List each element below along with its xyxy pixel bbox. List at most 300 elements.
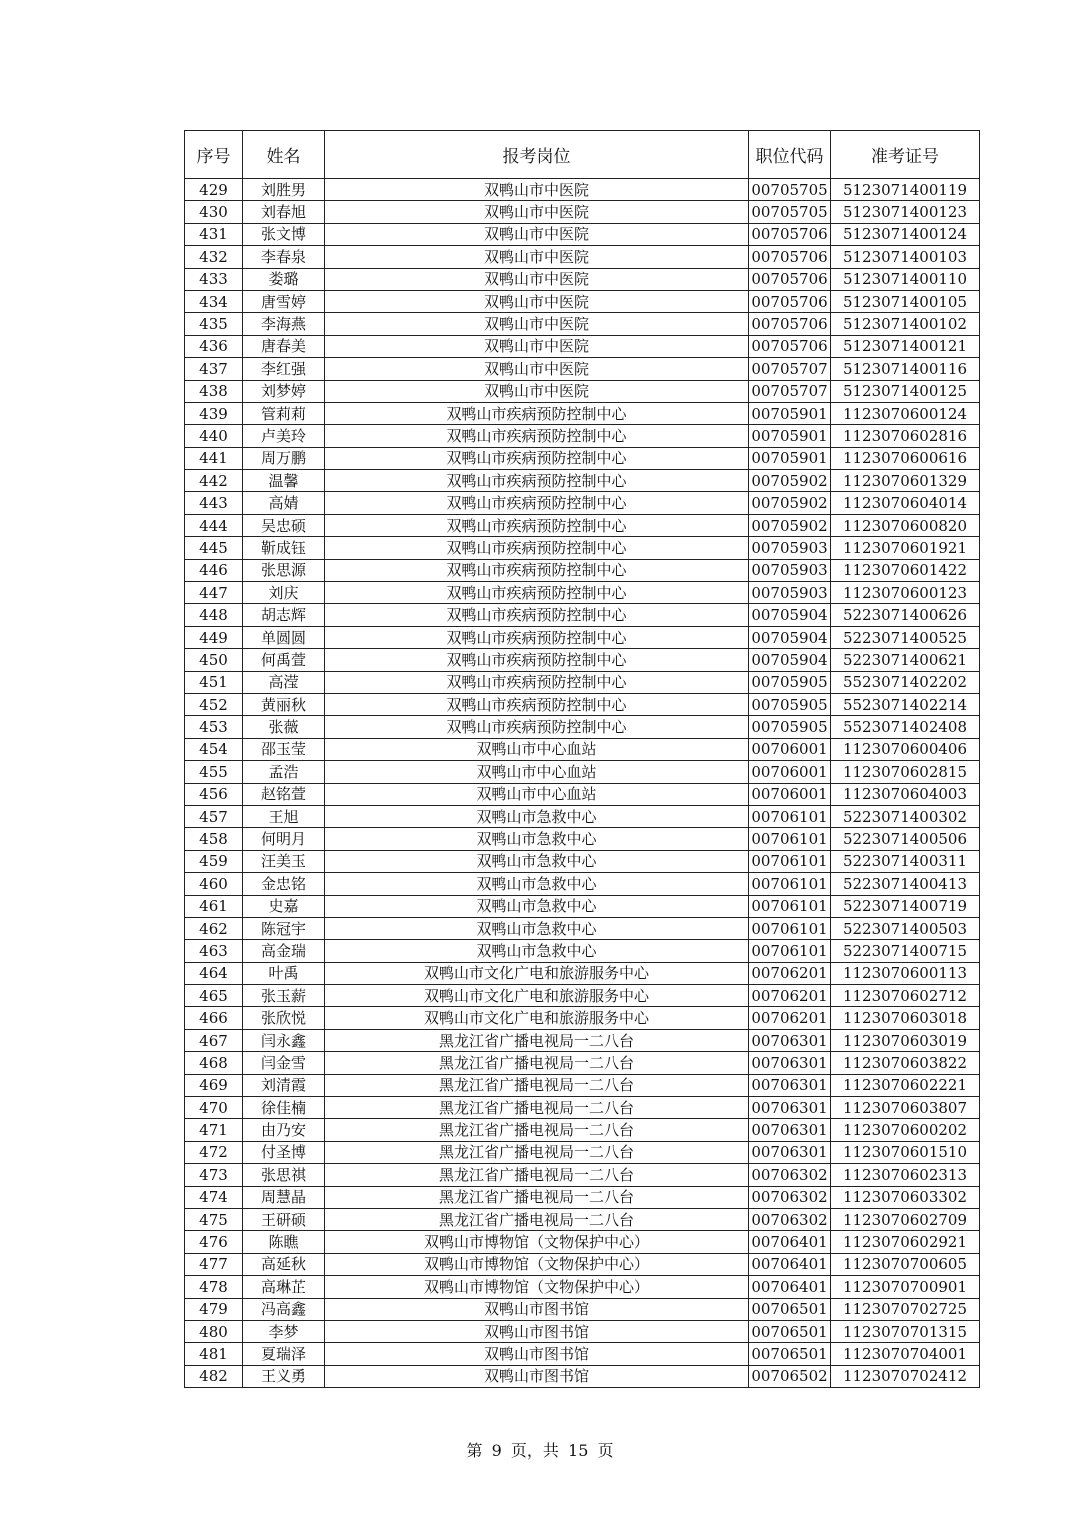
cell-post: 黑龙江省广播电视局一二八台 [325,1186,749,1208]
cell-post: 黑龙江省广播电视局一二八台 [325,1052,749,1074]
cell-seq: 481 [185,1343,243,1365]
cell-name: 管莉莉 [243,402,325,424]
cell-post: 双鸭山市博物馆（文物保护中心） [325,1253,749,1275]
cell-ticket-number: 1123070603302 [831,1186,980,1208]
table-row [185,246,980,268]
cell-post: 双鸭山市中心血站 [325,738,749,760]
table-header-row [185,131,980,179]
cell-ticket-number: 1123070601422 [831,559,980,581]
table-row [185,1365,980,1387]
cell-ticket-number: 5123071400103 [831,246,980,268]
cell-position-code: 00706001 [749,783,831,805]
cell-position-code: 00706502 [749,1365,831,1387]
table-row [185,223,980,245]
cell-name: 闫永鑫 [243,1029,325,1051]
cell-name: 徐佳楠 [243,1097,325,1119]
cell-ticket-number: 5123071400116 [831,358,980,380]
cell-seq: 429 [185,179,243,201]
table-row [185,604,980,626]
cell-name: 王旭 [243,805,325,827]
header-post: 报考岗位 [325,131,749,179]
cell-post: 黑龙江省广播电视局一二八台 [325,1074,749,1096]
footer-page-number: 9 [491,1441,502,1460]
table-row [185,1298,980,1320]
cell-position-code: 00706302 [749,1208,831,1230]
cell-post: 双鸭山市疾病预防控制中心 [325,425,749,447]
cell-name: 黄丽秋 [243,693,325,715]
cell-position-code: 00705705 [749,201,831,223]
cell-position-code: 00706101 [749,873,831,895]
cell-post: 双鸭山市急救中心 [325,828,749,850]
cell-name: 李春泉 [243,246,325,268]
table-row [185,425,980,447]
cell-position-code: 00706301 [749,1119,831,1141]
cell-name: 胡志辉 [243,604,325,626]
cell-seq: 443 [185,492,243,514]
cell-ticket-number: 5223071400621 [831,649,980,671]
cell-post: 双鸭山市图书馆 [325,1343,749,1365]
cell-post: 双鸭山市疾病预防控制中心 [325,582,749,604]
cell-post: 双鸭山市疾病预防控制中心 [325,626,749,648]
cell-post: 双鸭山市中医院 [325,358,749,380]
cell-seq: 460 [185,873,243,895]
cell-seq: 433 [185,268,243,290]
cell-ticket-number: 1123070601921 [831,537,980,559]
cell-position-code: 00705901 [749,425,831,447]
cell-seq: 465 [185,985,243,1007]
cell-seq: 470 [185,1097,243,1119]
cell-seq: 471 [185,1119,243,1141]
cell-ticket-number: 5223071400719 [831,895,980,917]
cell-post: 双鸭山市中心血站 [325,783,749,805]
cell-ticket-number: 1123070700901 [831,1276,980,1298]
page-footer [0,1438,1080,1461]
cell-position-code: 00706101 [749,917,831,939]
cell-post: 双鸭山市中医院 [325,313,749,335]
header-ticket-number: 准考证号 [831,131,980,179]
cell-position-code: 00706101 [749,828,831,850]
cell-seq: 473 [185,1164,243,1186]
cell-name: 唐雪婷 [243,290,325,312]
cell-post: 双鸭山市急救中心 [325,805,749,827]
cell-post: 双鸭山市中医院 [325,223,749,245]
cell-ticket-number: 5523071402408 [831,716,980,738]
cell-seq: 436 [185,335,243,357]
table-row [185,783,980,805]
cell-position-code: 00706501 [749,1320,831,1342]
table-row [185,873,980,895]
table-row [185,1119,980,1141]
cell-ticket-number: 1123070601329 [831,470,980,492]
cell-seq: 458 [185,828,243,850]
cell-seq: 475 [185,1208,243,1230]
cell-post: 双鸭山市中医院 [325,290,749,312]
cell-name: 汪美玉 [243,850,325,872]
cell-ticket-number: 1123070603822 [831,1052,980,1074]
cell-position-code: 00706501 [749,1298,831,1320]
cell-ticket-number: 5123071400105 [831,290,980,312]
cell-position-code: 00705706 [749,290,831,312]
cell-name: 高滢 [243,671,325,693]
table-row [185,940,980,962]
cell-name: 娄璐 [243,268,325,290]
cell-seq: 467 [185,1029,243,1051]
cell-seq: 430 [185,201,243,223]
cell-seq: 441 [185,447,243,469]
cell-position-code: 00706302 [749,1186,831,1208]
cell-seq: 449 [185,626,243,648]
cell-post: 双鸭山市疾病预防控制中心 [325,492,749,514]
table-row [185,1052,980,1074]
cell-position-code: 00706301 [749,1097,831,1119]
table-row [185,917,980,939]
cell-ticket-number: 1123070600406 [831,738,980,760]
cell-position-code: 00705901 [749,402,831,424]
cell-name: 叶禹 [243,962,325,984]
cell-name: 王义勇 [243,1365,325,1387]
cell-seq: 440 [185,425,243,447]
cell-post: 双鸭山市疾病预防控制中心 [325,604,749,626]
cell-seq: 479 [185,1298,243,1320]
cell-seq: 451 [185,671,243,693]
cell-post: 双鸭山市中医院 [325,179,749,201]
table-row [185,537,980,559]
cell-seq: 459 [185,850,243,872]
table-row [185,850,980,872]
cell-name: 刘清霞 [243,1074,325,1096]
cell-name: 刘胜男 [243,179,325,201]
cell-ticket-number: 5123071400110 [831,268,980,290]
cell-position-code: 00705904 [749,626,831,648]
table-row [185,380,980,402]
cell-name: 吴忠硕 [243,514,325,536]
cell-post: 双鸭山市疾病预防控制中心 [325,649,749,671]
cell-name: 陈瞧 [243,1231,325,1253]
cell-post: 双鸭山市疾病预防控制中心 [325,447,749,469]
cell-seq: 454 [185,738,243,760]
cell-post: 黑龙江省广播电视局一二八台 [325,1097,749,1119]
cell-post: 双鸭山市急救中心 [325,940,749,962]
cell-name: 闫金雪 [243,1052,325,1074]
table-row [185,470,980,492]
cell-name: 刘梦婷 [243,380,325,402]
cell-seq: 442 [185,470,243,492]
cell-seq: 452 [185,693,243,715]
cell-post: 黑龙江省广播电视局一二八台 [325,1029,749,1051]
cell-ticket-number: 1123070600616 [831,447,980,469]
cell-seq: 432 [185,246,243,268]
cell-seq: 447 [185,582,243,604]
cell-ticket-number: 5123071400125 [831,380,980,402]
table-row [185,313,980,335]
cell-seq: 448 [185,604,243,626]
table-row [185,514,980,536]
cell-seq: 450 [185,649,243,671]
cell-ticket-number: 1123070702725 [831,1298,980,1320]
cell-name: 张欣悦 [243,1007,325,1029]
cell-position-code: 00706201 [749,985,831,1007]
cell-position-code: 00705706 [749,313,831,335]
cell-seq: 463 [185,940,243,962]
cell-name: 张玉薪 [243,985,325,1007]
cell-post: 双鸭山市中医院 [325,268,749,290]
cell-name: 赵铭萱 [243,783,325,805]
cell-seq: 464 [185,962,243,984]
cell-ticket-number: 1123070600124 [831,402,980,424]
cell-post: 双鸭山市图书馆 [325,1320,749,1342]
cell-position-code: 00705706 [749,335,831,357]
cell-position-code: 00706302 [749,1164,831,1186]
footer-prefix: 第 [466,1441,483,1460]
cell-position-code: 00705903 [749,582,831,604]
cell-name: 周慧晶 [243,1186,325,1208]
cell-position-code: 00706501 [749,1343,831,1365]
cell-position-code: 00705905 [749,671,831,693]
cell-ticket-number: 5223071400503 [831,917,980,939]
cell-name: 高婧 [243,492,325,514]
table-row [185,1007,980,1029]
table-row [185,1141,980,1163]
cell-seq: 462 [185,917,243,939]
cell-post: 双鸭山市中医院 [325,246,749,268]
cell-seq: 468 [185,1052,243,1074]
cell-position-code: 00705905 [749,716,831,738]
cell-ticket-number: 5223071400302 [831,805,980,827]
cell-seq: 482 [185,1365,243,1387]
cell-name: 高琳芷 [243,1276,325,1298]
cell-position-code: 00705705 [749,179,831,201]
cell-name: 卢美玲 [243,425,325,447]
cell-name: 张文博 [243,223,325,245]
cell-ticket-number: 1123070600820 [831,514,980,536]
cell-ticket-number: 1123070700605 [831,1253,980,1275]
table-row [185,335,980,357]
cell-ticket-number: 1123070601510 [831,1141,980,1163]
table-row [185,201,980,223]
cell-position-code: 00705905 [749,693,831,715]
cell-ticket-number: 5223071400311 [831,850,980,872]
table-row [185,290,980,312]
cell-post: 黑龙江省广播电视局一二八台 [325,1119,749,1141]
cell-position-code: 00705903 [749,559,831,581]
cell-seq: 478 [185,1276,243,1298]
cell-post: 双鸭山市文化广电和旅游服务中心 [325,1007,749,1029]
cell-post: 双鸭山市疾病预防控制中心 [325,671,749,693]
header-seq: 序号 [185,131,243,179]
cell-name: 唐春美 [243,335,325,357]
cell-seq: 446 [185,559,243,581]
cell-ticket-number: 5123071400123 [831,201,980,223]
cell-ticket-number: 1123070701315 [831,1320,980,1342]
table-row [185,1231,980,1253]
cell-post: 双鸭山市疾病预防控制中心 [325,470,749,492]
cell-position-code: 00705902 [749,514,831,536]
cell-position-code: 00705902 [749,470,831,492]
cell-post: 双鸭山市中医院 [325,380,749,402]
cell-name: 史嘉 [243,895,325,917]
cell-position-code: 00705903 [749,537,831,559]
table-row [185,1186,980,1208]
cell-seq: 456 [185,783,243,805]
table-row [185,805,980,827]
cell-name: 冯高鑫 [243,1298,325,1320]
table-row [185,1343,980,1365]
cell-name: 刘庆 [243,582,325,604]
cell-position-code: 00705901 [749,447,831,469]
table-row [185,358,980,380]
cell-ticket-number: 5223071400413 [831,873,980,895]
cell-ticket-number: 1123070602712 [831,985,980,1007]
cell-name: 李红强 [243,358,325,380]
cell-name: 李海燕 [243,313,325,335]
table-row [185,895,980,917]
table-body [185,179,980,1388]
cell-ticket-number: 5123071400119 [831,179,980,201]
footer-total-pages: 15 [568,1441,589,1460]
table-row [185,582,980,604]
cell-seq: 461 [185,895,243,917]
table-row [185,559,980,581]
footer-mid: 页，共 [510,1441,559,1460]
table-row [185,1208,980,1230]
cell-seq: 444 [185,514,243,536]
table-row [185,738,980,760]
cell-ticket-number: 5123071400124 [831,223,980,245]
table-row [185,828,980,850]
cell-ticket-number: 1123070603018 [831,1007,980,1029]
cell-ticket-number: 1123070603807 [831,1097,980,1119]
cell-name: 高延秋 [243,1253,325,1275]
cell-name: 由乃安 [243,1119,325,1141]
cell-name: 张思祺 [243,1164,325,1186]
table-row [185,962,980,984]
cell-position-code: 00706201 [749,1007,831,1029]
cell-name: 刘春旭 [243,201,325,223]
cell-name: 何明月 [243,828,325,850]
cell-seq: 472 [185,1141,243,1163]
header-position-code: 职位代码 [749,131,831,179]
table-row [185,447,980,469]
table-row [185,716,980,738]
cell-post: 双鸭山市图书馆 [325,1365,749,1387]
cell-name: 陈冠宇 [243,917,325,939]
cell-ticket-number: 1123070600113 [831,962,980,984]
cell-post: 双鸭山市图书馆 [325,1298,749,1320]
cell-post: 双鸭山市急救中心 [325,895,749,917]
cell-ticket-number: 5223071400506 [831,828,980,850]
cell-name: 高金瑞 [243,940,325,962]
table-row [185,1164,980,1186]
cell-name: 李梦 [243,1320,325,1342]
cell-ticket-number: 1123070600202 [831,1119,980,1141]
candidate-table [184,130,980,1388]
cell-ticket-number: 5523071402214 [831,693,980,715]
cell-position-code: 00705904 [749,649,831,671]
cell-position-code: 00706201 [749,962,831,984]
cell-ticket-number: 1123070604014 [831,492,980,514]
cell-seq: 469 [185,1074,243,1096]
cell-ticket-number: 1123070602709 [831,1208,980,1230]
cell-position-code: 00706101 [749,850,831,872]
cell-name: 王研硕 [243,1208,325,1230]
cell-seq: 477 [185,1253,243,1275]
cell-name: 金忠铭 [243,873,325,895]
cell-position-code: 00705707 [749,358,831,380]
cell-position-code: 00706101 [749,895,831,917]
table-row [185,179,980,201]
table-row [185,649,980,671]
cell-position-code: 00706401 [749,1276,831,1298]
cell-name: 孟浩 [243,761,325,783]
cell-seq: 445 [185,537,243,559]
cell-seq: 434 [185,290,243,312]
cell-ticket-number: 1123070602313 [831,1164,980,1186]
cell-post: 双鸭山市疾病预防控制中心 [325,514,749,536]
cell-post: 双鸭山市疾病预防控制中心 [325,402,749,424]
cell-seq: 431 [185,223,243,245]
cell-post: 双鸭山市疾病预防控制中心 [325,716,749,738]
cell-post: 双鸭山市疾病预防控制中心 [325,559,749,581]
table-row [185,492,980,514]
cell-post: 双鸭山市文化广电和旅游服务中心 [325,985,749,1007]
cell-ticket-number: 5523071402202 [831,671,980,693]
cell-post: 双鸭山市中心血站 [325,761,749,783]
cell-ticket-number: 1123070602921 [831,1231,980,1253]
cell-ticket-number: 1123070602221 [831,1074,980,1096]
cell-ticket-number: 5223071400626 [831,604,980,626]
cell-seq: 439 [185,402,243,424]
cell-name: 张思源 [243,559,325,581]
cell-position-code: 00706101 [749,940,831,962]
table-row [185,1074,980,1096]
cell-post: 双鸭山市疾病预防控制中心 [325,537,749,559]
cell-post: 黑龙江省广播电视局一二八台 [325,1164,749,1186]
cell-post: 双鸭山市急救中心 [325,873,749,895]
cell-post: 双鸭山市中医院 [325,201,749,223]
cell-position-code: 00706101 [749,805,831,827]
cell-ticket-number: 5123071400121 [831,335,980,357]
cell-position-code: 00706301 [749,1052,831,1074]
cell-position-code: 00706301 [749,1141,831,1163]
cell-post: 双鸭山市博物馆（文物保护中心） [325,1231,749,1253]
cell-seq: 455 [185,761,243,783]
table-row [185,626,980,648]
cell-post: 双鸭山市文化广电和旅游服务中心 [325,962,749,984]
table-row [185,985,980,1007]
cell-position-code: 00706401 [749,1231,831,1253]
cell-ticket-number: 1123070604003 [831,783,980,805]
cell-name: 靳成钰 [243,537,325,559]
cell-position-code: 00705904 [749,604,831,626]
table-row [185,268,980,290]
cell-post: 双鸭山市博物馆（文物保护中心） [325,1276,749,1298]
table-row [185,1097,980,1119]
cell-position-code: 00705706 [749,246,831,268]
cell-position-code: 00706301 [749,1029,831,1051]
cell-post: 黑龙江省广播电视局一二八台 [325,1141,749,1163]
cell-post: 双鸭山市急救中心 [325,850,749,872]
cell-post: 双鸭山市疾病预防控制中心 [325,693,749,715]
cell-name: 夏瑞泽 [243,1343,325,1365]
cell-position-code: 00706301 [749,1074,831,1096]
table-row [185,693,980,715]
table-row [185,1276,980,1298]
cell-position-code: 00706001 [749,738,831,760]
cell-post: 双鸭山市中医院 [325,335,749,357]
footer-suffix: 页 [597,1441,614,1460]
cell-name: 付圣博 [243,1141,325,1163]
cell-ticket-number: 1123070704001 [831,1343,980,1365]
